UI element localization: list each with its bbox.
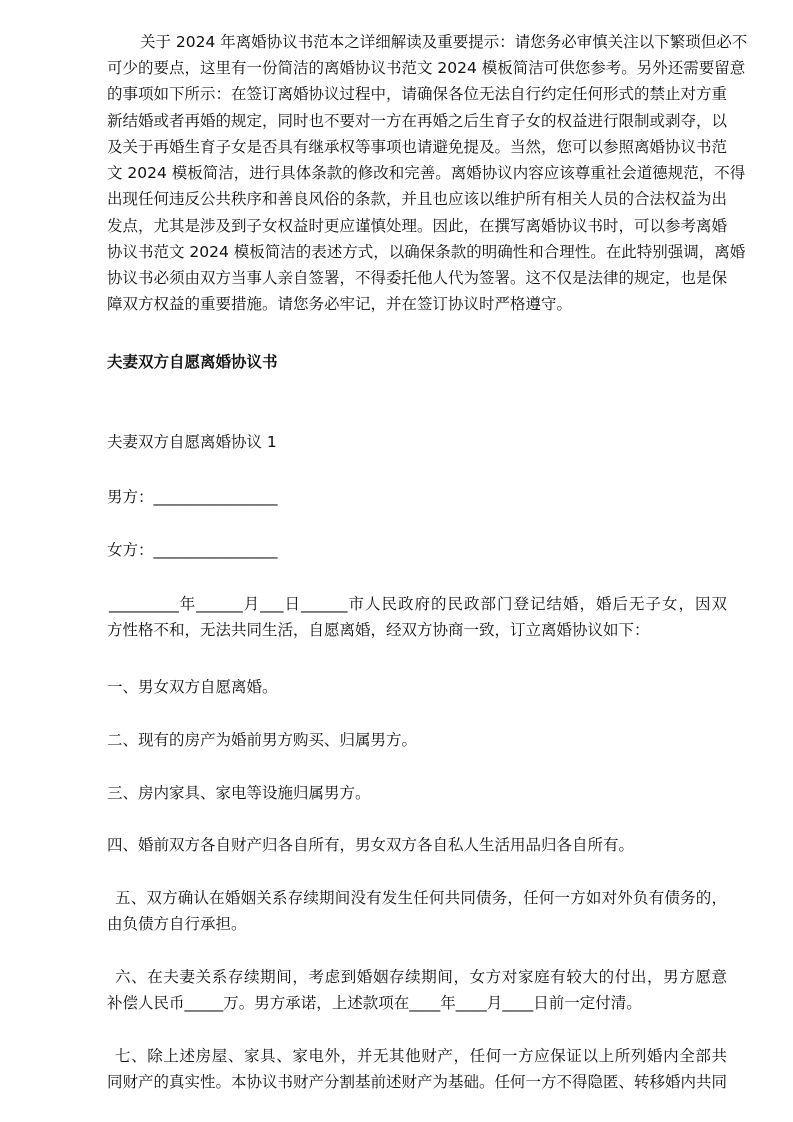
clause-7: 七、除上述房屋、家具、家电外，并无其他财产，任何一方应保证以上所列婚内全部共 <box>115 1047 727 1065</box>
intro-line: 关于 2024 年离婚协议书范本之详细解读及重要提示：请您务必审慎关注以下繁琐但必不 <box>140 33 748 51</box>
clause-3: 三、房内家具、家电等设施归属男方。 <box>107 784 371 802</box>
female-party-field: 女方：________________ <box>107 541 278 559</box>
intro-line: 障双方权益的重要措施。请您务必牢记，并在签订协议时严格遵守。 <box>107 295 573 313</box>
clause-5-cont: 由负债方自行承担。 <box>107 915 247 933</box>
intro-line: 的事项如下所示：在签订离婚协议过程中，请确保各位无法自行约定任何形式的禁止对方重 <box>107 85 728 103</box>
clause-4: 四、婚前双方各自财产归各自所有，男女双方各自私人生活用品归各自所有。 <box>107 836 635 854</box>
preamble-line: 方性格不和，无法共同生活，自愿离婚，经双方协商一致，订立离婚协议如下： <box>107 621 650 639</box>
intro-line: 可少的要点，这里有一份简洁的离婚协议书范文 2024 模板简洁可供您参考。另外还需要留意 <box>107 59 746 77</box>
male-party-field: 男方：________________ <box>107 488 278 506</box>
intro-line: 文 2024 模板简洁，进行具体条款的修改和完善。离婚协议内容应该尊重社会道德规范，不得 <box>107 164 746 182</box>
clause-5: 五、双方确认在婚姻关系存续期间没有发生任何共同债务，任何一方如对外负有债务的， <box>115 889 727 907</box>
intro-line: 发点，尤其是涉及到子女权益时更应谨慎处理。因此，在撰写离婚协议书时，可以参考离婚 <box>107 217 728 235</box>
preamble-line: _________年______月___日______市人民政府的民政部门登记结婚，婚后无子女，因双 <box>109 595 727 613</box>
intro-line: 出现任何违反公共秩序和善良风俗的条款，并且也应该以维护所有相关人员的合法权益为出 <box>107 190 728 208</box>
clause-7-cont: 同财产的真实性。本协议书财产分割基前述财产为基础。任何一方不得隐匿、转移婚内共同 <box>107 1073 728 1091</box>
intro-line: 协议书范文 2024 模板简洁的表述方式，以确保条款的明确性和合理性。在此特别强调，离婚 <box>107 243 746 261</box>
agreement-subheading: 夫妻双方自愿离婚协议 1 <box>107 433 277 451</box>
intro-line: 协议书必须由双方当事人亲自签署，不得委托他人代为签署。这不仅是法律的规定，也是保 <box>107 269 728 287</box>
clause-6-cont: 补偿人民币_____万。男方承诺，上述款项在____年____月____日前一定付清。 <box>107 994 642 1012</box>
clause-6: 六、在夫妻关系存续期间，考虑到婚姻存续期间，女方对家庭有较大的付出，男方愿意 <box>115 968 727 986</box>
document-heading: 夫妻双方自愿离婚协议书 <box>107 353 278 371</box>
intro-line: 及关于再婚生育子女是否具有继承权等事项也请避免提及。当然，您可以参照离婚协议书范 <box>107 138 728 156</box>
intro-line: 新结婚或者再婚的规定，同时也不要对一方在再婚之后生育子女的权益进行限制或剥夺，以 <box>107 112 728 130</box>
clause-2: 二、现有的房产为婚前男方购买、归属男方。 <box>107 731 418 749</box>
clause-1: 一、男女双方自愿离婚。 <box>107 678 278 696</box>
